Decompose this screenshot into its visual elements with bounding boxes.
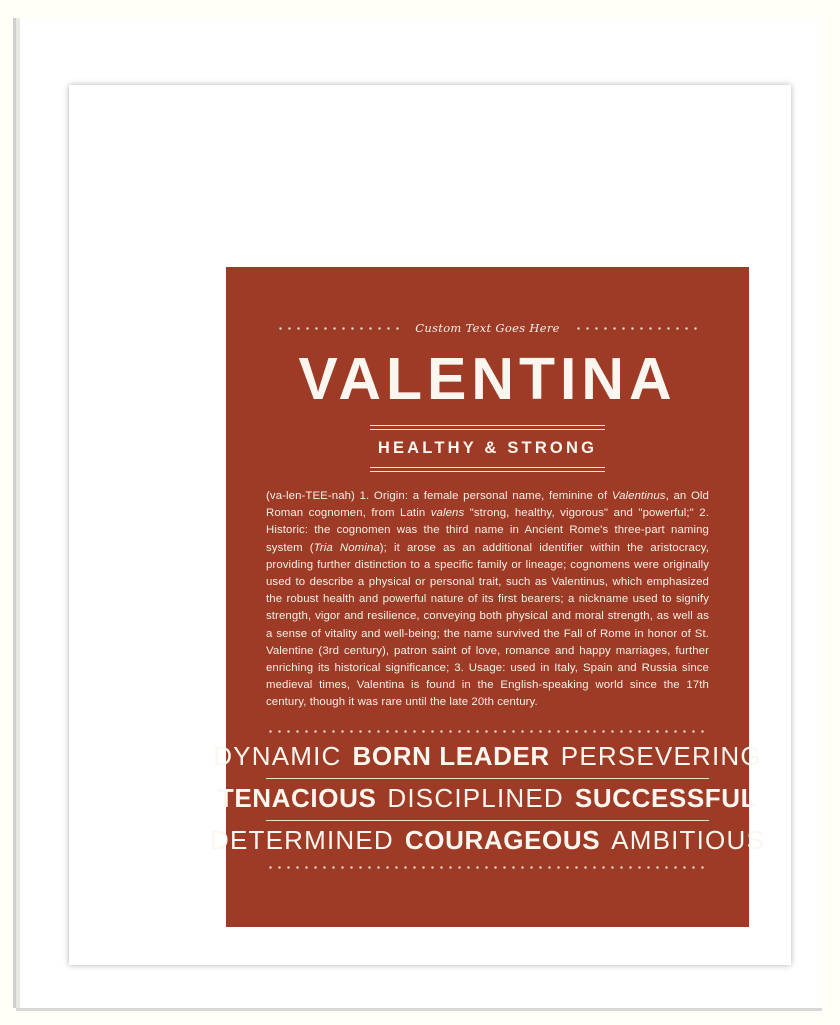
trait-word: AMBITIOUS [611,824,765,855]
dotted-rule-traits-top-icon [266,730,709,733]
divider-above-meaning [370,425,605,430]
divider-below-meaning [370,467,605,472]
trait-word: DISCIPLINED [387,782,564,813]
poster-name: VALENTINA [298,346,677,412]
trait-line [217,782,758,814]
trait-word: DETERMINED [210,824,394,855]
dotted-rule-left-icon [276,327,401,330]
trait-word: COURAGEOUS [404,824,601,855]
top-ornament-row [266,315,709,341]
trait-word: SUCCESSFUL [574,782,758,813]
trait-word: BORN LEADER [352,740,550,771]
trait-line [210,824,765,856]
dotted-rule-right-icon [574,327,699,330]
trait-line [213,740,762,772]
trait-divider-2 [266,820,709,821]
mat-board [69,85,791,965]
name-meaning: HEALTHY & STRONG [377,438,598,457]
name-definition: (va-len-TEE-nah) 1. Origin: a female personal name, feminine of Valentinus, an Old Roman cognomen, from Latin valens "strong, healthy, vigorous" and "powerful;" 2. Historic: the cognomen was the third name in Ancient Rome's three-part naming system (Tria Nomina); it arose as an additional identifier within the aristocracy, providing further distinction to a specific family or lineage; cognomens were originally used to describe a physical or personal trait, such as Valentinus, which emphasized the robust health and powerful nature of its first bearers; a nickname used to signify strength, vigor and resilience, conveying both physical and moral strength, as well as a sense of vitality and well-being; the name survived the Fall of Rome in honor of St. Valentine (3rd century), patron saint of love, romance and happy marriages, further enriching its historical significance; 3. Usage: used in Italy, Spain and Russia since medieval times, Valentina is found in the English-speaking world since the 17th century, though it was rare until the late 20th century. [266,489,709,709]
name-art-poster [210,267,765,927]
trait-word: DYNAMIC [213,740,342,771]
trait-word: TENACIOUS [217,782,377,813]
picture-frame [16,18,822,1008]
custom-text: Custom Text Goes Here [415,321,560,335]
dotted-rule-traits-bottom-icon [266,866,709,869]
trait-word: PERSEVERING [560,740,762,771]
trait-divider-1 [266,778,709,779]
